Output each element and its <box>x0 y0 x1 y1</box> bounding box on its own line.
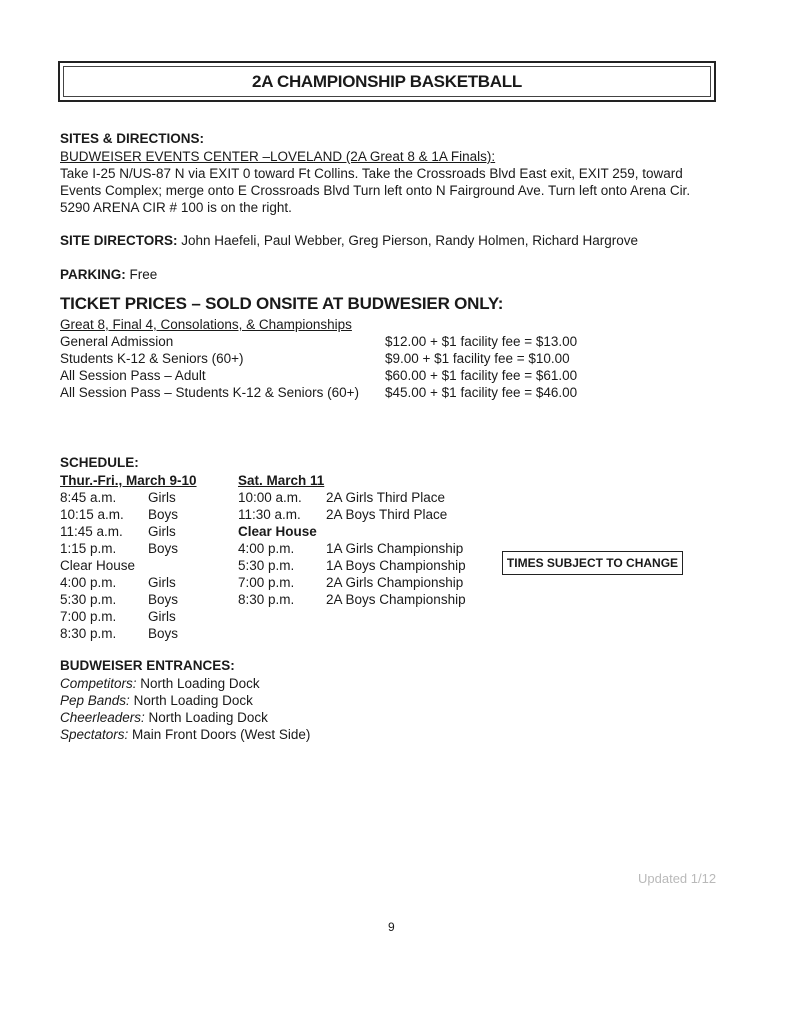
directions-line-2: Events Complex; merge onto E Crossroads Blvd Turn left onto N Fairground Ave. Turn left onto Arena Cir. <box>60 183 691 198</box>
schedule-time: 5:30 p.m. <box>238 558 295 573</box>
entrance-who: Competitors: <box>60 676 137 691</box>
times-subject-to-change-notice: TIMES SUBJECT TO CHANGE <box>502 551 683 575</box>
schedule-event: 1A Boys Championship <box>326 558 466 573</box>
ticket-name: All Session Pass – Students K-12 & Seniors (60+) <box>60 385 360 400</box>
entrance-item <box>60 675 260 692</box>
schedule-time: 11:45 a.m. <box>60 524 123 539</box>
schedule-time: 11:30 a.m. <box>238 507 301 522</box>
entrance-who: Pep Bands: <box>60 693 130 708</box>
schedule-heading: SCHEDULE: <box>60 455 139 470</box>
entrance-who: Cheerleaders: <box>60 710 145 725</box>
parking-label: PARKING: <box>60 267 126 282</box>
title-inner-frame <box>63 66 711 97</box>
schedule-col1-heading: Thur.-Fri., March 9-10 <box>60 473 197 488</box>
schedule-event: Girls <box>148 609 176 624</box>
entrance-item <box>60 709 268 726</box>
ticket-heading: TICKET PRICES – SOLD ONSITE AT BUDWESIER ONLY: <box>60 294 504 313</box>
ticket-name: Students K-12 & Seniors (60+) <box>60 351 244 366</box>
schedule-event: Boys <box>148 626 179 641</box>
entrance-item <box>60 726 310 743</box>
parking-value: Free <box>125 267 158 282</box>
schedule-time: 10:00 a.m. <box>238 490 302 505</box>
parking <box>60 266 157 283</box>
title-box <box>58 61 716 102</box>
ticket-subheading: Great 8, Final 4, Consolations, & Championships <box>60 317 352 332</box>
schedule-event: Boys <box>148 507 179 522</box>
entrance-item <box>60 692 253 709</box>
schedule-time: 4:00 p.m. <box>238 541 295 556</box>
schedule-event: Boys <box>148 592 179 607</box>
ticket-price: $60.00 + $1 facility fee = $61.00 <box>385 368 578 383</box>
schedule-time: 7:00 p.m. <box>60 609 117 624</box>
venue-name: BUDWEISER EVENTS CENTER –LOVELAND (2A Great 8 & 1A Finals): <box>60 149 496 164</box>
schedule-event: 2A Girls Championship <box>326 575 464 590</box>
page-number: 9 <box>388 920 395 934</box>
schedule-time: 10:15 a.m. <box>60 507 124 522</box>
entrance-where: North Loading Dock <box>144 710 268 725</box>
directions-line-3: 5290 ARENA CIR # 100 is on the right. <box>60 200 292 215</box>
schedule-time: 8:45 a.m. <box>60 490 117 505</box>
schedule-event: Boys <box>148 541 179 556</box>
sites-heading: SITES & DIRECTIONS: <box>60 131 205 146</box>
schedule-clear-house: Clear House <box>60 558 136 573</box>
schedule-time: 8:30 p.m. <box>238 592 295 607</box>
schedule-time: 4:00 p.m. <box>60 575 117 590</box>
schedule-time: 7:00 p.m. <box>238 575 295 590</box>
entrance-where: Main Front Doors (West Side) <box>128 727 311 742</box>
entrance-where: North Loading Dock <box>129 693 253 708</box>
schedule-col2-heading: Sat. March 11 <box>238 473 325 488</box>
schedule-event: 2A Boys Championship <box>326 592 466 607</box>
entrance-who: Spectators: <box>60 727 129 742</box>
entrance-where: North Loading Dock <box>136 676 260 691</box>
schedule-event: 2A Girls Third Place <box>326 490 446 505</box>
schedule-event: Girls <box>148 524 176 539</box>
site-directors-names: John Haefeli, Paul Webber, Greg Pierson, Randy Holmen, Richard Hargrove <box>177 233 638 248</box>
ticket-name: General Admission <box>60 334 174 349</box>
schedule-time: 8:30 p.m. <box>60 626 117 641</box>
ticket-price: $12.00 + $1 facility fee = $13.00 <box>385 334 578 349</box>
ticket-name: All Session Pass – Adult <box>60 368 206 383</box>
schedule-clear-house: Clear House <box>238 524 317 539</box>
schedule-time: 1:15 p.m. <box>60 541 117 556</box>
directions-line-1: Take I-25 N/US-87 N via EXIT 0 toward Ft Collins. Take the Crossroads Blvd East exit, EXIT 259, toward <box>60 166 683 181</box>
site-directors-label: SITE DIRECTORS: <box>60 233 178 248</box>
schedule-event: 1A Girls Championship <box>326 541 464 556</box>
schedule-event: Girls <box>148 490 176 505</box>
updated-stamp: Updated 1/12 <box>638 871 717 886</box>
ticket-price: $9.00 + $1 facility fee = $10.00 <box>385 351 570 366</box>
schedule-event: Girls <box>148 575 176 590</box>
schedule-event: 2A Boys Third Place <box>326 507 448 522</box>
page-title: 2A CHAMPIONSHIP BASKETBALL <box>252 71 522 91</box>
entrances-heading: BUDWEISER ENTRANCES: <box>60 658 235 673</box>
ticket-price: $45.00 + $1 facility fee = $46.00 <box>385 385 578 400</box>
schedule-time: 5:30 p.m. <box>60 592 117 607</box>
site-directors <box>60 232 638 249</box>
